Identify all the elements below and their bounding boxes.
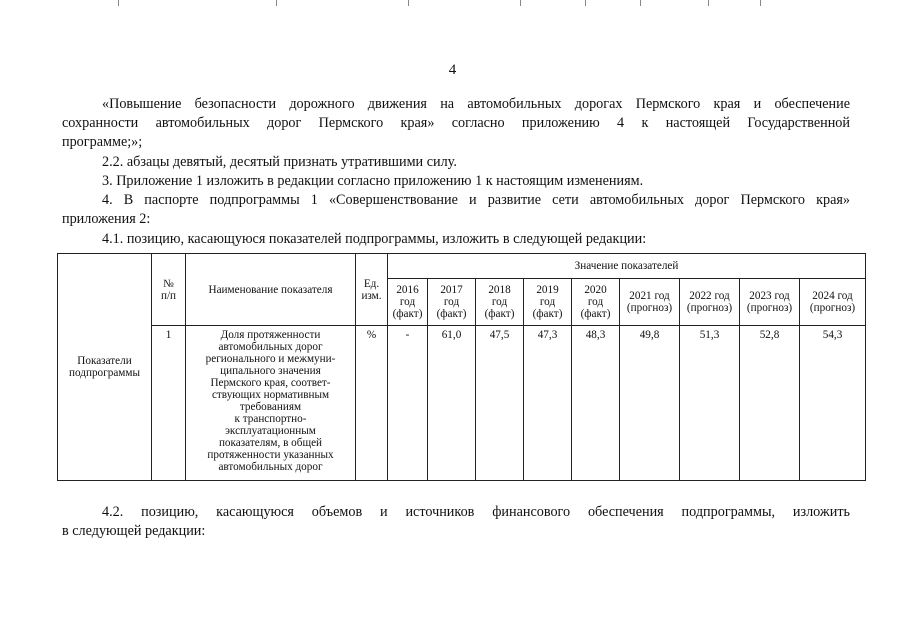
forecast-year-header: 2022 год (прогноз) — [680, 279, 740, 326]
forecast-year-header: 2024 год (прогноз) — [800, 279, 866, 326]
header-text: № — [163, 277, 174, 290]
indicators-table — [57, 253, 866, 481]
year-header: 2020 год (факт) — [572, 279, 620, 326]
paragraph-line: программе;»; — [62, 134, 143, 150]
paragraph-line: 4. В паспорте подпрограммы 1 «Совершенствование и развитие сети автомобильных дорог Пермского края» — [102, 192, 850, 208]
paragraph-4 — [62, 191, 850, 229]
year-header: 2017 год (факт) — [428, 279, 476, 326]
subprogram-header — [58, 254, 152, 481]
table-header-row — [58, 254, 866, 279]
page-number: 4 — [448, 62, 457, 78]
header-text: изм. — [361, 289, 382, 302]
header-text: Ед. — [363, 277, 380, 290]
year-header: 2016 год (факт) — [388, 279, 428, 326]
value-cell-2024: 54,3 — [800, 326, 866, 481]
values-header: Значение показателей — [388, 254, 866, 279]
paragraph-line: «Повышение безопасности дорожного движения на автомобильных дорогах Пермского края и обеспечение — [102, 96, 850, 112]
value-cell-2016: - — [388, 326, 428, 481]
paragraph-2-2: 2.2. абзацы девятый, десятый признать утратившими силу. — [102, 154, 457, 170]
table-row — [58, 326, 866, 481]
value-cell-2022: 51,3 — [680, 326, 740, 481]
year-header: 2019 год (факт) — [524, 279, 572, 326]
scan-edge-marks — [0, 0, 905, 8]
row-number: 1 — [152, 326, 186, 481]
paragraph-4-1: 4.1. позицию, касающуюся показателей подпрограммы, изложить в следующей редакции: — [102, 231, 647, 247]
value-cell-2017: 61,0 — [428, 326, 476, 481]
forecast-year-header: 2023 год (прогноз) — [740, 279, 800, 326]
unit-header — [356, 254, 388, 326]
paragraph-4-2 — [62, 503, 850, 541]
forecast-year-header: 2021 год (прогноз) — [620, 279, 680, 326]
header-text: Показатели — [77, 355, 132, 367]
value-cell-2018: 47,5 — [476, 326, 524, 481]
paragraph-program-title — [62, 95, 850, 152]
paragraph-line: сохранности автомобильных дорог Пермского края» согласно приложению 4 к настоящей Государственной — [62, 115, 850, 131]
value-cell-2023: 52,8 — [740, 326, 800, 481]
paragraph-line: в следующей редакции: — [62, 523, 206, 539]
unit-cell: % — [356, 326, 388, 481]
year-header: 2018 год (факт) — [476, 279, 524, 326]
value-cell-2019: 47,3 — [524, 326, 572, 481]
paragraph-3: 3. Приложение 1 изложить в редакции согласно приложению 1 к настоящим изменениям. — [102, 173, 644, 189]
num-header — [152, 254, 186, 326]
value-cell-2020: 48,3 — [572, 326, 620, 481]
paragraph-line: 4.2. позицию, касающуюся объемов и источников финансового обеспечения подпрограммы, изложить — [102, 504, 850, 520]
value-cell-2021: 49,8 — [620, 326, 680, 481]
name-header: Наименование показателя — [186, 254, 356, 326]
header-text: подпрограммы — [69, 367, 140, 379]
paragraph-line: приложения 2: — [62, 211, 151, 227]
header-text: п/п — [160, 289, 177, 302]
indicator-name: Доля протяженности автомобильных дорог регионального и межмуни- ципального значения Пермского края, соответ- ствующих нормативным требованиям к транспортно- эксплуатационным показателям, в общей протяженности указанных автомобильных дорог — [186, 326, 356, 481]
